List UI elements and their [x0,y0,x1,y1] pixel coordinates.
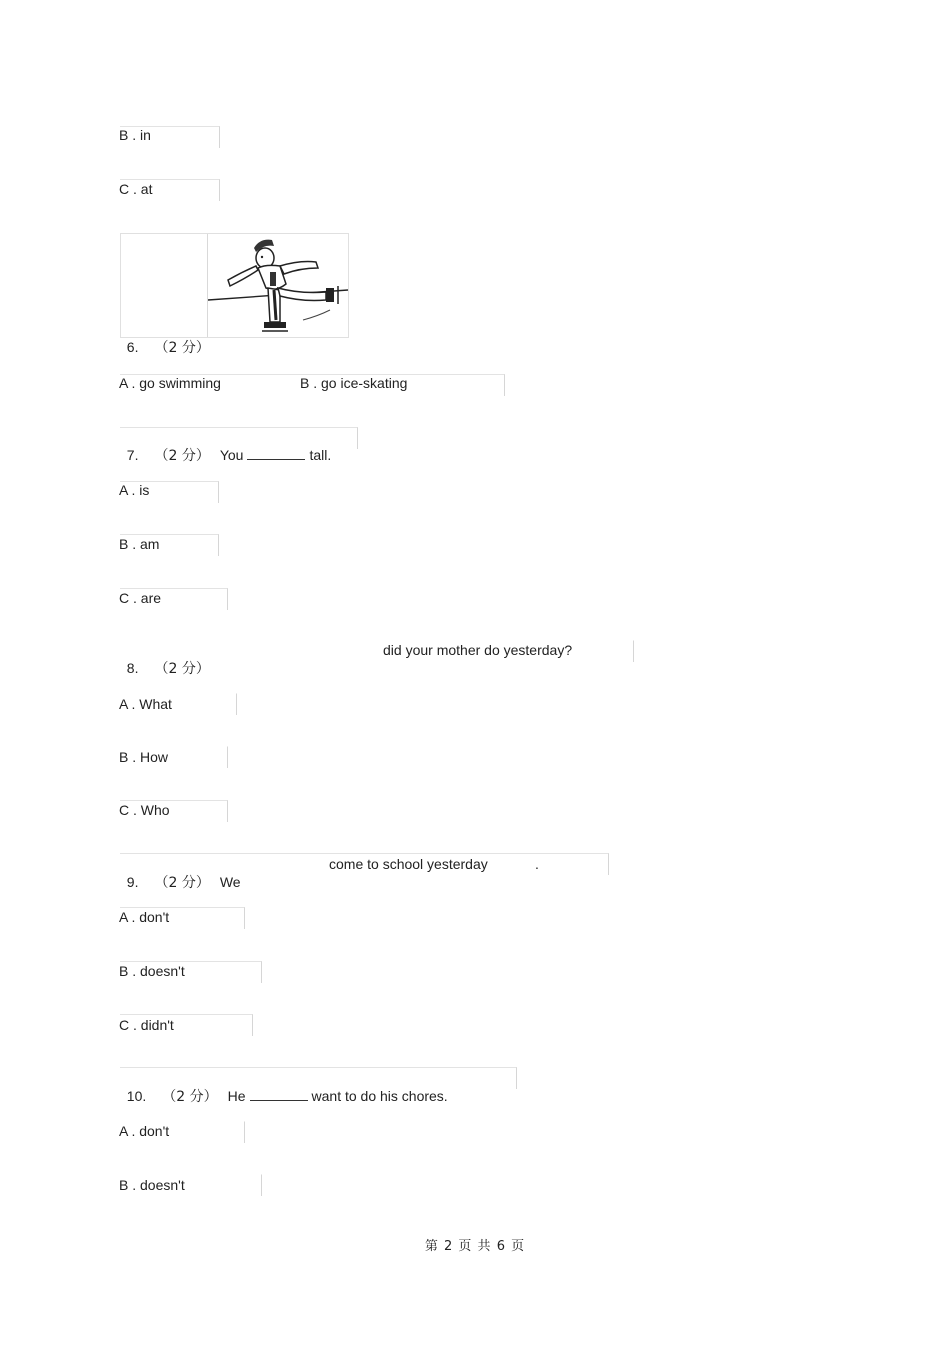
q10-stem-pre: He [227,1088,246,1104]
q10-stem [119,1069,448,1106]
q7-number: 7. [126,447,139,463]
q8-stem: did your mother do yesterday? [383,642,573,658]
q8-option-c: C . Who [119,802,170,818]
q8-number: 8. [126,660,139,676]
q7-option-c: C . are [119,590,162,606]
q6-header [119,320,210,357]
q9-option-b: B . doesn't [119,963,185,979]
q6-option-b: B . go ice-skating [300,375,408,391]
q7-stem-post: tall. [309,447,332,463]
q10-option-b: B . doesn't [119,1177,185,1193]
q8-option-b: B . How [119,749,169,765]
q6-number: 6. [126,339,139,355]
q10-option-a: A . don't [119,1123,170,1139]
q7-option-b: B . am [119,536,160,552]
q9-stem-mid: come to school yesterday [329,856,488,872]
q7-answer-blank [247,447,305,460]
q8-points: （2 分） [154,661,210,677]
q9-points: （2 分） [154,875,210,891]
q10-stem-post: want to do his chores. [311,1088,448,1104]
q9-stem-end: . [535,856,539,872]
q9-option-c: C . didn't [119,1017,174,1033]
q6-points: （2 分） [154,340,210,356]
q8-header [119,641,210,678]
q10-answer-blank [250,1088,308,1101]
ice-skater-picture-icon [208,234,348,337]
q7-stem-pre: You [219,447,244,463]
q9-number: 9. [126,874,139,890]
q7-option-a: A . is [119,482,150,498]
q7-points: （2 分） [154,448,210,464]
page-number-footer: 第 2 页 共 6 页 [424,1239,526,1254]
q10-points: （2 分） [162,1089,218,1105]
q5-option-b: B . in [119,127,151,143]
q8-option-a: A . What [119,696,172,712]
q9-option-a: A . don't [119,909,170,925]
q5-option-c: C . at [119,181,153,197]
q6-option-a: A . go swimming [119,375,221,391]
q9-header [119,855,241,892]
q10-number: 10. [126,1088,147,1104]
q7-stem [119,428,331,465]
q9-stem-pre: We [219,874,241,890]
